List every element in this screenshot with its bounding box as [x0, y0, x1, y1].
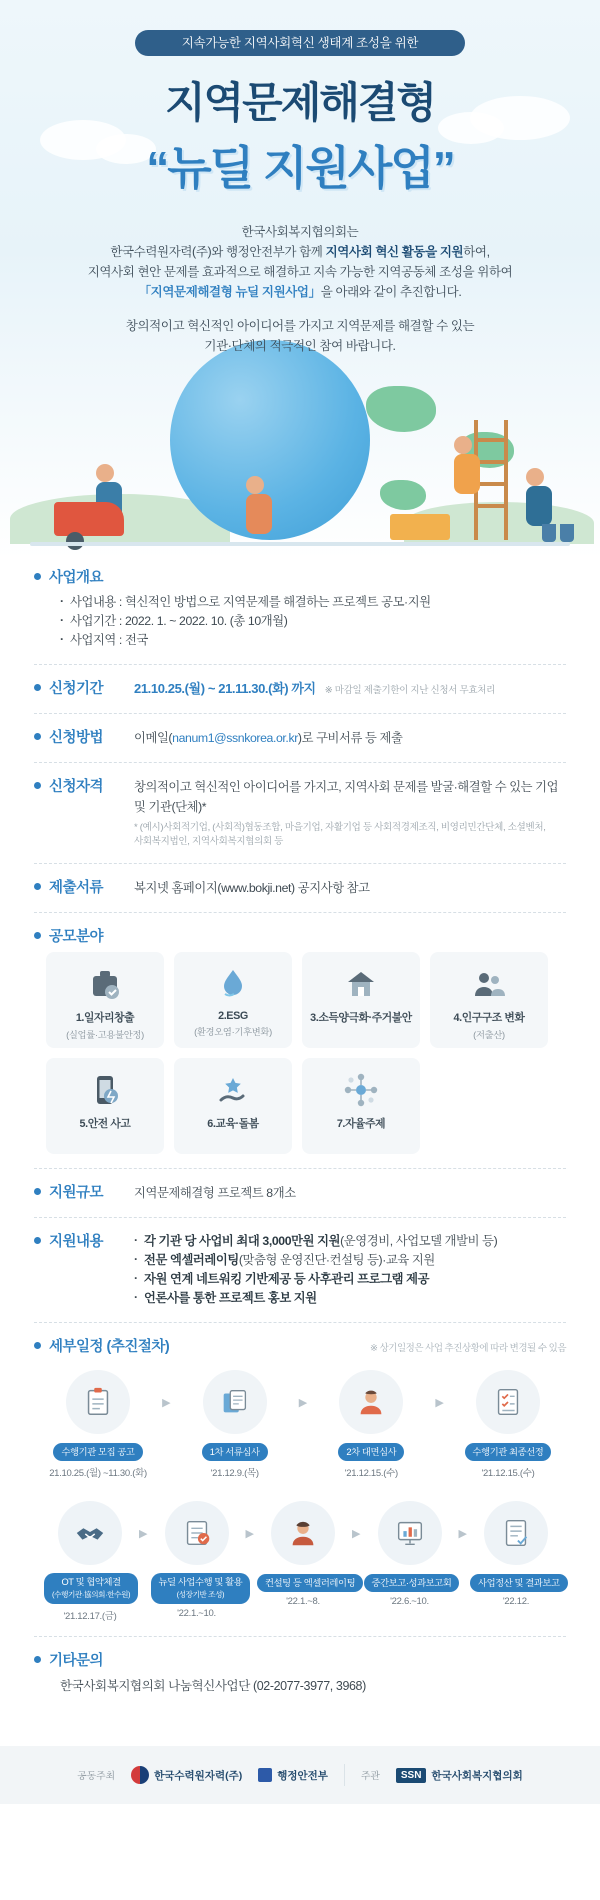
section-application-period	[34, 677, 566, 699]
section-schedule-title: 세부일정 (추진절차)	[49, 1339, 170, 1355]
bullet-icon	[34, 932, 41, 939]
cohost-label: 공동주최	[77, 1771, 116, 1782]
section-contact	[34, 1649, 566, 1694]
chart-icon	[378, 1501, 442, 1565]
intro-line-2	[0, 242, 600, 262]
briefcase-icon	[85, 964, 125, 1004]
period-note: ※ 마감일 제출기한이 지난 신청서 무효처리	[324, 685, 496, 696]
section-schedule-heading	[34, 1335, 566, 1356]
divider	[34, 1168, 566, 1169]
kohydro-label: 한국수력원자력(주)	[154, 1769, 243, 1782]
intro-line-5: 창의적이고 혁신적인 아이디어를 가지고 지역문제를 해결할 수 있는	[125, 319, 475, 333]
field-card	[174, 952, 292, 1048]
section-eligibility-value	[134, 775, 566, 849]
section-scale-value: 지역문제해결형 프로젝트 8개소	[134, 1186, 296, 1200]
divider	[34, 912, 566, 913]
item-strong: 언론사를 통한 프로젝트 홍보 지원	[144, 1291, 317, 1305]
report-icon	[484, 1501, 548, 1565]
step-label: 사업정산 및 결과보고	[470, 1574, 568, 1592]
land-shape	[366, 386, 436, 432]
divider	[34, 713, 566, 714]
ssn-logo	[396, 1768, 523, 1783]
bullet-icon	[34, 573, 41, 580]
item-strong: 각 기관 당 사업비 최대 3,000만원 지원	[144, 1234, 341, 1248]
section-overview-body	[34, 593, 566, 650]
crate-graphic	[390, 514, 450, 540]
step-date: 21.10.25.(월) ~11.30.(화)	[49, 1468, 147, 1479]
schedule-step	[454, 1370, 562, 1479]
hero-title-secondary: “뉴딜 지원사업”	[146, 142, 454, 194]
period-value: 21.10.25.(월) ~ 21.11.30.(화) 까지	[134, 681, 316, 696]
schedule-step	[364, 1501, 456, 1607]
section-support-row	[34, 1230, 566, 1308]
moi-logo	[258, 1768, 328, 1783]
section-application-method	[34, 726, 566, 748]
step-date: '21.12.15.(수)	[481, 1468, 535, 1479]
step-date: '21.12.9.(목)	[210, 1468, 259, 1479]
bullet-icon	[34, 883, 41, 890]
section-overview	[34, 566, 566, 650]
checklist-icon	[476, 1370, 540, 1434]
intro-line-2c: 하여,	[463, 245, 490, 259]
step-label	[151, 1573, 251, 1604]
section-documents-row	[34, 876, 566, 898]
field-card	[430, 952, 548, 1048]
divider	[34, 664, 566, 665]
field-card	[174, 1058, 292, 1154]
consult-icon	[271, 1501, 335, 1565]
hero-intro-text	[0, 222, 600, 356]
fields-card-row-1	[34, 952, 566, 1048]
kohydro-logo	[131, 1766, 242, 1784]
bullet-icon	[34, 733, 41, 740]
step-date: '22.12.	[502, 1596, 530, 1607]
item-strong: 전문 엑셀러레이팅	[144, 1253, 239, 1267]
network-icon	[341, 1070, 381, 1110]
handshake-icon	[58, 1501, 122, 1565]
label-text: 지원규모	[49, 1185, 104, 1201]
intro-line-2b: 지역사회 혁신 활동을 지원	[325, 245, 464, 259]
interview-icon	[339, 1370, 403, 1434]
section-documents-label	[34, 876, 126, 897]
field-card-title: 5.안전 사고	[79, 1118, 131, 1130]
label-text: 제출서류	[49, 880, 104, 896]
moi-mark-icon	[258, 1768, 272, 1782]
field-card-title: 4.인구구조 변화	[453, 1012, 525, 1024]
schedule-step	[181, 1370, 289, 1479]
bullet-icon	[34, 782, 41, 789]
moi-label: 행정안전부	[277, 1769, 328, 1782]
step-label: 중간보고·성과보고회	[364, 1574, 460, 1592]
field-card-sub: (실업률·고용불안정)	[66, 1030, 144, 1040]
bullet-icon	[34, 684, 41, 691]
section-scale	[34, 1181, 566, 1203]
people-icon	[469, 964, 509, 1004]
ground-line	[30, 542, 570, 546]
section-eligibility-label	[34, 775, 126, 796]
footer-bar	[0, 1746, 600, 1804]
schedule-step	[44, 1501, 136, 1622]
field-card-title: 1.일자리창출	[75, 1012, 135, 1024]
field-card	[302, 952, 420, 1048]
section-overview-title: 사업개요	[49, 570, 104, 586]
intro-line-6: 기관·단체의 적극적인 참여 바랍니다.	[204, 339, 396, 353]
hero-ribbon: 지속가능한 지역사회혁신 생태계 조성을 위한	[135, 30, 465, 56]
bullet-icon	[34, 1342, 41, 1349]
arrow-icon: ▶	[352, 1528, 361, 1540]
step-label-text: 뉴딜 사업수행 및 활용	[158, 1577, 243, 1587]
bullet-icon	[34, 1188, 41, 1195]
arrow-icon: ▶	[298, 1397, 308, 1409]
step-date: '22.1.~10.	[177, 1608, 216, 1619]
list-item	[134, 1232, 497, 1251]
schedule-step	[44, 1370, 152, 1479]
spacer	[0, 302, 600, 316]
section-contact-body	[34, 1676, 566, 1694]
label-text: 신청기간	[49, 681, 104, 697]
step-label: 수행기관 모집 공고	[53, 1443, 142, 1461]
step-date: '21.12.15.(수)	[344, 1468, 398, 1479]
arrow-icon: ▶	[245, 1528, 254, 1540]
section-support-label	[34, 1230, 126, 1251]
field-card-title: 7.자율주제	[336, 1118, 386, 1130]
documents-icon	[203, 1370, 267, 1434]
section-contact-title: 기타문의	[49, 1653, 104, 1669]
step-date: '21.12.17.(금)	[63, 1611, 117, 1622]
content-area	[0, 560, 600, 1728]
contact-value: 한국사회복지협의회 나눔혁신사업단 (02-2077-3977, 3968)	[60, 1679, 366, 1693]
water-drop-icon	[213, 964, 253, 1004]
bucket-graphic	[542, 524, 556, 542]
list-item	[134, 1270, 497, 1289]
intro-line-4a: 「지역문제해결형 뉴딜 지원사업」	[138, 285, 321, 299]
list-item: · 사업내용 : 혁신적인 방법으로 지역문제를 해결하는 프로젝트 공모·지원	[60, 593, 566, 612]
kohydro-mark-icon	[131, 1766, 149, 1784]
step-label: 수행기관 최종선정	[465, 1443, 552, 1461]
hero-illustration	[0, 330, 600, 560]
section-application-period-value	[134, 677, 495, 699]
step-date: '22.6.~10.	[390, 1596, 429, 1607]
eligibility-text: 창의적이고 혁신적인 아이디어를 가지고, 지역사회 문제를 발굴·해결할 수 있는 기업 및 기관(단체)*	[134, 780, 559, 814]
host-label: 주관	[360, 1771, 380, 1782]
section-overview-heading	[34, 566, 566, 587]
section-application-period-label	[34, 677, 126, 698]
section-contact-heading	[34, 1649, 566, 1670]
house-icon	[341, 964, 381, 1004]
section-application-method-label	[34, 726, 126, 747]
section-application-method-row	[34, 726, 566, 748]
item-rest: (맞춤형 운영진단·컨설팅 등)·교육 지원	[238, 1253, 435, 1267]
smartphone-icon	[85, 1070, 125, 1110]
step-label	[44, 1573, 138, 1604]
list-item: · 사업지역 : 전국	[60, 631, 566, 650]
section-scale-row	[34, 1181, 566, 1203]
hero-banner	[0, 0, 600, 560]
field-card-title: 2.ESG	[218, 1010, 248, 1022]
schedule-row-1	[34, 1362, 566, 1479]
section-eligibility-row	[34, 775, 566, 849]
schedule-step	[151, 1501, 243, 1619]
field-card	[46, 1058, 164, 1154]
eligibility-note-2: 사회복지법인, 지역사회복지협의회 등	[134, 836, 284, 847]
method-prefix: 이메일(	[134, 731, 173, 745]
field-card-sub: (저출산)	[473, 1030, 505, 1040]
wheel-graphic	[66, 532, 84, 550]
section-scale-label	[34, 1181, 126, 1202]
ssn-mark-icon: SSN	[396, 1768, 427, 1783]
intro-line-3: 지역사회 현안 문제를 효과적으로 해결하고 지속 가능한 지역공동체 조성을 위하여	[87, 265, 513, 279]
list-item	[134, 1289, 497, 1308]
method-suffix: )로 구비서류 등 제출	[297, 731, 403, 745]
arrow-icon: ▶	[162, 1397, 171, 1409]
item-rest: (운영경비, 사업모델 개발비 등)	[340, 1234, 498, 1248]
list-item: · 사업기간 : 2022. 1. ~ 2022. 10. (총 10개월)	[60, 612, 566, 631]
eligibility-note-1: * (예시)사회적기업, (사회적)협동조합, 마을기업, 자활기업 등 사회적경제조직, 비영리민간단체, 소셜벤처,	[134, 822, 546, 833]
step-label: 1차 서류심사	[202, 1443, 268, 1461]
section-eligibility	[34, 775, 566, 849]
section-documents-value: 복지넷 홈페이지(www.bokji.net) 공지사항 참고	[134, 881, 370, 895]
person-figure	[526, 468, 552, 526]
intro-line-2a: 한국수력원자력(주)와 행정안전부가 함께	[110, 245, 326, 259]
section-application-period-row	[34, 677, 566, 699]
schedule-row-2	[34, 1493, 566, 1622]
arrow-icon: ▶	[458, 1528, 467, 1540]
intro-line-1: 한국사회복지협의회는	[241, 225, 359, 239]
clipboard-icon	[66, 1370, 130, 1434]
step-label: 컨설팅 등 엑셀러레이팅	[257, 1574, 363, 1592]
schedule-step	[317, 1370, 425, 1479]
person-figure	[454, 436, 480, 494]
schedule-step	[257, 1501, 356, 1607]
bullet-icon	[34, 1656, 41, 1663]
field-card-sub: (환경오염·기후변화)	[194, 1027, 272, 1037]
email-link[interactable]: nanum1@ssnkorea.or.kr	[172, 731, 298, 745]
divider	[34, 1636, 566, 1637]
arrow-icon: ▶	[139, 1528, 148, 1540]
person-figure	[246, 476, 272, 534]
step-label-text: OT 및 협약체결	[61, 1577, 121, 1587]
ssn-label: 한국사회복지협의회	[431, 1769, 523, 1782]
divider	[34, 1322, 566, 1323]
step-label-sub: (성장기반 조성)	[176, 1590, 225, 1599]
section-fields-heading	[34, 925, 566, 946]
bucket-graphic	[560, 524, 574, 542]
list-item	[134, 1251, 497, 1270]
fields-card-row-2	[34, 1058, 566, 1154]
section-support	[34, 1230, 566, 1308]
section-schedule	[34, 1335, 566, 1622]
item-strong: 자원 연계 네트워킹 기반제공 등 사후관리 프로그램 제공	[144, 1272, 430, 1286]
bullet-icon	[34, 1237, 41, 1244]
field-card-title: 3.소득양극화·주거불안	[310, 1012, 412, 1024]
arrow-icon: ▶	[435, 1397, 444, 1409]
section-documents	[34, 876, 566, 898]
section-support-value	[134, 1230, 497, 1308]
step-label: 2차 대면심사	[338, 1443, 404, 1461]
section-application-method-value	[134, 726, 402, 748]
label-text: 신청방법	[49, 730, 104, 746]
intro-line-4	[0, 282, 600, 302]
step-label-sub: (수행기관·協의회·한수원)	[52, 1590, 131, 1599]
field-card-title: 6.교육·돌봄	[207, 1118, 259, 1130]
wheelbarrow-graphic	[54, 502, 124, 536]
plan-icon	[165, 1501, 229, 1565]
step-date: '22.1.~8.	[286, 1596, 320, 1607]
divider	[34, 762, 566, 763]
section-fields-title: 공모분야	[49, 929, 104, 945]
label-text: 지원내용	[49, 1234, 104, 1250]
field-card	[302, 1058, 420, 1154]
intro-line-4b: 을 아래와 같이 추진합니다.	[320, 285, 462, 299]
field-card	[46, 952, 164, 1048]
schedule-step	[470, 1501, 562, 1607]
section-fields	[34, 925, 566, 1154]
schedule-note: ※ 상기일정은 사업 추진상황에 따라 변경될 수 있음	[370, 1343, 566, 1354]
divider	[34, 1217, 566, 1218]
label-text: 신청자격	[49, 779, 104, 795]
footer-divider	[344, 1764, 345, 1786]
hero-title-primary: 지역문제해결형	[164, 79, 435, 126]
divider	[34, 863, 566, 864]
hand-heart-icon	[213, 1070, 253, 1110]
land-shape	[380, 480, 426, 510]
